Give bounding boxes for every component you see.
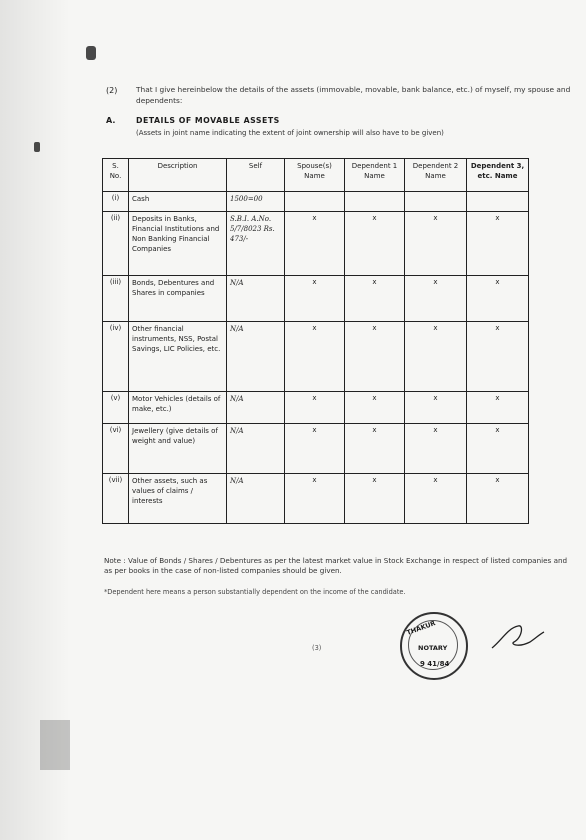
scan-smudge <box>34 142 40 152</box>
row-spouse-value <box>285 192 345 212</box>
row-spouse-value: x <box>285 322 345 392</box>
section-letter: A. <box>106 116 116 125</box>
table-row <box>103 424 529 474</box>
page-number: (3) <box>312 644 322 652</box>
row-description: Motor Vehicles (details of make, etc.) <box>129 392 227 424</box>
row-spouse-value: x <box>285 392 345 424</box>
header-dependent-2: Dependent 2 Name <box>405 159 467 192</box>
header-spouse: Spouse(s) Name <box>285 159 345 192</box>
row-dependent-2-value: x <box>405 276 467 322</box>
row-self-value: 1500=00 <box>227 192 285 212</box>
section-title: DETAILS OF MOVABLE ASSETS <box>136 116 280 125</box>
row-description: Deposits in Banks, Financial Institutions and Non Banking Financial Companies <box>129 212 227 276</box>
header-self: Self <box>227 159 285 192</box>
header-dependent-1: Dependent 1 Name <box>345 159 405 192</box>
row-self-value: N/A <box>227 276 285 322</box>
row-dependent-1-value: x <box>345 424 405 474</box>
scan-smudge <box>40 720 70 770</box>
scan-smudge <box>86 46 96 60</box>
row-description: Other assets, such as values of claims / interests <box>129 474 227 524</box>
row-dependent-2-value: x <box>405 474 467 524</box>
header-sno: S. No. <box>103 159 129 192</box>
row-dependent-3-value: x <box>467 392 529 424</box>
row-self-value: N/A <box>227 474 285 524</box>
row-dependent-1-value: x <box>345 212 405 276</box>
row-dependent-2-value: x <box>405 392 467 424</box>
section-note: (Assets in joint name indicating the extent of joint ownership will also have to be given) <box>136 129 444 137</box>
paragraph-text: That I give hereinbelow the details of the assets (immovable, movable, bank balance, etc.) of myself, my spouse and dependents: <box>136 85 571 105</box>
row-sno: (vii) <box>103 474 129 524</box>
row-dependent-1-value <box>345 192 405 212</box>
row-dependent-3-value: x <box>467 474 529 524</box>
row-self-value: N/A <box>227 392 285 424</box>
row-sno: (i) <box>103 192 129 212</box>
row-description: Cash <box>129 192 227 212</box>
row-self-value: S.B.I. A.No. 5/7/8023 Rs. 473/- <box>227 212 285 276</box>
table-row <box>103 212 529 276</box>
row-sno: (vi) <box>103 424 129 474</box>
row-sno: (v) <box>103 392 129 424</box>
row-dependent-3-value: x <box>467 212 529 276</box>
table-row <box>103 392 529 424</box>
row-self-value: N/A <box>227 322 285 392</box>
scan-shadow <box>0 0 70 840</box>
notary-signature <box>488 618 548 654</box>
table-row <box>103 192 529 212</box>
valuation-note: Note : Value of Bonds / Shares / Debentures as per the latest market value in Stock Exchange in respect of listed companies and as per books in the case of non-listed companies should be given. <box>104 556 568 575</box>
table-header-row <box>103 159 529 192</box>
row-dependent-3-value: x <box>467 322 529 392</box>
table-row <box>103 322 529 392</box>
row-description: Other financial instruments, NSS, Postal Savings, LIC Policies, etc. <box>129 322 227 392</box>
table-row <box>103 276 529 322</box>
row-dependent-1-value: x <box>345 322 405 392</box>
row-description: Bonds, Debentures and Shares in companies <box>129 276 227 322</box>
row-sno: (ii) <box>103 212 129 276</box>
row-dependent-2-value: x <box>405 424 467 474</box>
row-spouse-value: x <box>285 276 345 322</box>
table-row <box>103 474 529 524</box>
row-dependent-3-value: x <box>467 424 529 474</box>
dependent-footnote: *Dependent here means a person substantially dependent on the income of the candidate. <box>104 588 406 596</box>
row-description: Jewellery (give details of weight and value) <box>129 424 227 474</box>
row-dependent-2-value: x <box>405 322 467 392</box>
row-dependent-1-value: x <box>345 392 405 424</box>
row-sno: (iv) <box>103 322 129 392</box>
row-spouse-value: x <box>285 424 345 474</box>
row-dependent-1-value: x <box>345 474 405 524</box>
row-dependent-2-value <box>405 192 467 212</box>
stamp-text-top: THAKUR <box>405 619 437 637</box>
row-dependent-3-value: x <box>467 276 529 322</box>
row-dependent-2-value: x <box>405 212 467 276</box>
header-description: Description <box>129 159 227 192</box>
row-sno: (iii) <box>103 276 129 322</box>
stamp-text-middle: NOTARY <box>418 644 448 652</box>
row-spouse-value: x <box>285 212 345 276</box>
paragraph-number: (2) <box>106 86 118 95</box>
row-dependent-3-value <box>467 192 529 212</box>
row-dependent-1-value: x <box>345 276 405 322</box>
row-self-value: N/A <box>227 424 285 474</box>
row-spouse-value: x <box>285 474 345 524</box>
header-dependent-3: Dependent 3, etc. Name <box>467 159 529 192</box>
movable-assets-table <box>102 158 529 524</box>
stamp-number: 9 41/84 <box>420 660 450 668</box>
